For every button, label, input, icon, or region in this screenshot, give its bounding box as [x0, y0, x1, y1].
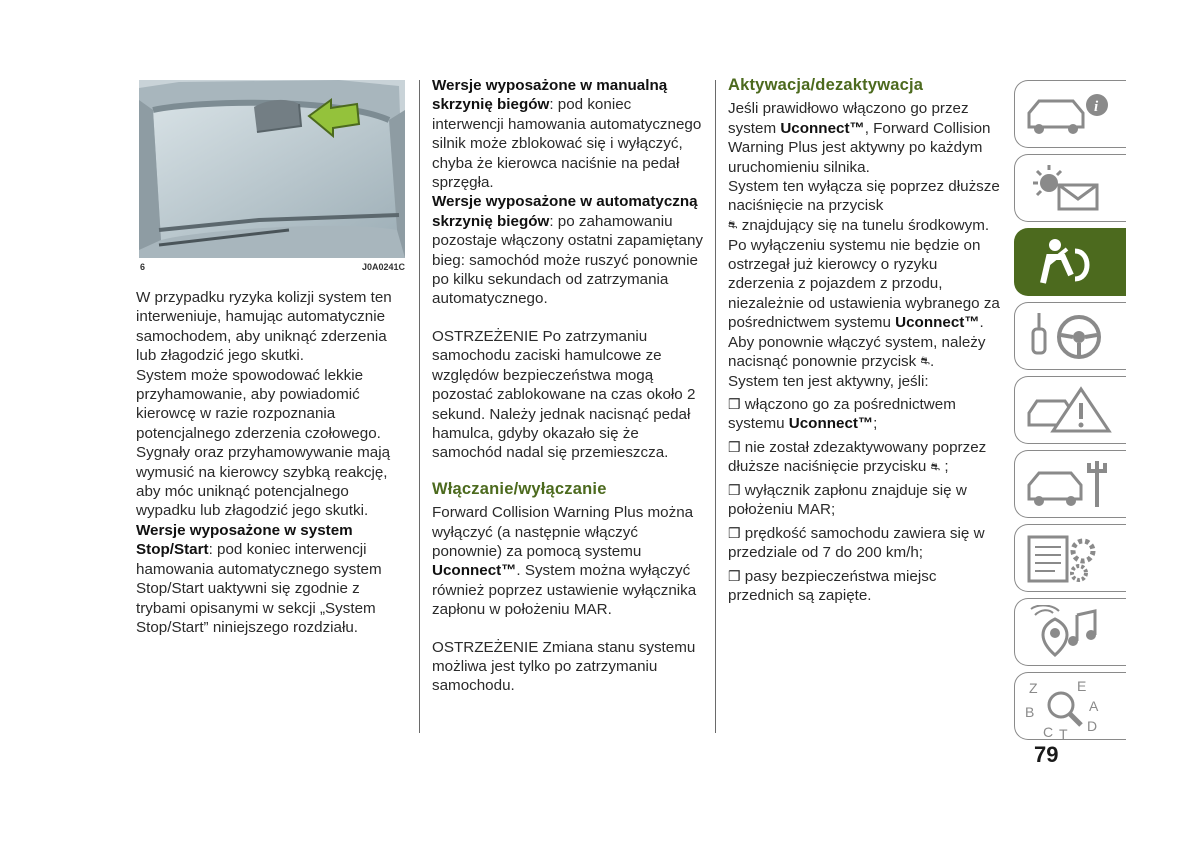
bullet-text: wyłącznik zapłonu znajduje się w położeniu MAR;	[728, 481, 967, 519]
paragraph-text: Forward Collision Warning Plus można wyłączyć (a następnie włączyć ponownie) za pomocą systemu	[432, 504, 694, 560]
lights-message-icon	[1025, 161, 1115, 215]
warning-paragraph: OSTRZEŻENIE Zmiana stanu systemu możliwa jest tylko po zatrzymaniu samochodu.	[432, 638, 696, 695]
car-warning-icon	[1025, 383, 1115, 437]
bullet-item	[728, 524, 1002, 563]
paragraph: W przypadku ryzyka kolizji system ten interweniuje, hamując automatycznie samochodem, aby uniknąć zderzenia lub złagodzić jego skutki.	[136, 289, 392, 365]
bullet-text: prędkość samochodu zawiera się w przedziale od 7 do 200 km/h;	[728, 524, 985, 562]
tab-car-info[interactable]	[1014, 80, 1126, 148]
index-letter: B	[1025, 704, 1035, 720]
figure-number: 6	[140, 262, 146, 272]
figure-code: J0A0241C	[362, 262, 406, 272]
section-heading: Włączanie/wyłączanie	[432, 479, 607, 498]
index-letter: E	[1077, 679, 1087, 694]
column-divider	[419, 80, 420, 733]
fcw-off-button-icon: ⛐	[728, 219, 738, 232]
car-info-icon	[1025, 87, 1115, 141]
bold-lead: Wersje wyposażone w system Stop/Start	[136, 521, 353, 559]
paragraph	[432, 76, 704, 192]
bold-text: Uconnect™	[788, 415, 874, 433]
checkbox-bullet-icon: ❒	[728, 481, 741, 498]
tab-starting-driving[interactable]	[1014, 302, 1126, 370]
checkbox-bullet-icon: ❒	[728, 438, 741, 455]
checkbox-bullet-icon: ❒	[728, 396, 741, 413]
paragraph	[136, 521, 398, 637]
windshield-camera-figure	[139, 80, 405, 258]
bold-text: Uconnect™	[432, 562, 517, 580]
paragraph-text: , Forward Collision Warning Plus jest aktywny po każdym uruchomieniu silnika.	[728, 119, 991, 176]
bold-text: Uconnect™	[780, 119, 865, 137]
bullet-text: ;	[873, 415, 878, 433]
safety-airbag-icon	[1025, 235, 1115, 289]
column-2	[432, 76, 704, 696]
paragraph-text: .	[929, 352, 935, 370]
section-heading: Aktywacja/dezaktywacja	[728, 76, 924, 94]
tab-multimedia[interactable]	[1014, 598, 1126, 666]
windshield-illustration	[139, 80, 405, 258]
index-letter: A	[1089, 698, 1099, 714]
column-1	[136, 288, 398, 637]
fcw-off-button-icon: ⛐	[930, 460, 941, 473]
paragraph-text: Jeśli prawidłowo włączono go przez system	[728, 100, 969, 137]
bullet-text: ;	[944, 458, 949, 476]
paragraph-text: System ten wyłącza się poprzez dłuższe naciśnięcie na przycisk	[728, 178, 1000, 215]
bold-text: Uconnect™	[895, 314, 980, 332]
tab-technical-data[interactable]	[1014, 524, 1126, 592]
multimedia-icon	[1025, 605, 1115, 659]
chapter-tabs	[1014, 80, 1126, 746]
checkbox-bullet-icon: ❒	[728, 567, 741, 584]
bullet-item	[728, 395, 1002, 434]
paragraph-text: . System można wyłączyć również poprzez ustawienie wyłącznika zapłonu w położeniu MAR.	[432, 562, 697, 619]
svg-text:i: i	[1094, 99, 1099, 115]
bullet-text: pasy bezpieczeństwa miejsc przednich są zapięte.	[728, 567, 937, 604]
tab-maintenance[interactable]	[1014, 450, 1126, 518]
column-3	[728, 76, 1002, 605]
tab-index[interactable]	[1014, 672, 1126, 740]
paragraph	[432, 503, 704, 619]
index-letter: Z	[1029, 680, 1038, 696]
page-number: 79	[1034, 742, 1059, 767]
paragraph-text: : pod koniec interwencji hamowania automatycznego silnik może zblokować się i wyłączyć, chyba że kierowca naciśnie na pedał sprzęgła.	[432, 96, 702, 192]
paragraph	[728, 177, 1002, 372]
tab-lights-messages[interactable]	[1014, 154, 1126, 222]
paragraph: System może spowodować lekkie przyhamowanie, aby powiadomić kierowcę w razie rozpoznania potencjalnego zderzenia czołowego. Sygnały oraz przyhamowywanie mają wymusić na kierowcy szybką reakcję, aby móc uniknąć potencjalnego wypadku lub złagodzić jego skutki.	[136, 366, 391, 520]
bullet-item	[728, 567, 1002, 606]
car-service-icon	[1025, 457, 1115, 511]
warning-paragraph: OSTRZEŻENIE Po zatrzymaniu samochodu zaciski hamulcowe ze względów bezpieczeństwa mogą pozostać zablokowane na czas około 2 sekund. Należy jednak nacisnąć pedał hamulca, gdyby okazało się że samochód nadal się przemieszcza.	[432, 327, 696, 462]
column-divider	[715, 80, 716, 733]
paragraph	[728, 99, 1002, 177]
bullet-item	[728, 438, 1002, 477]
paragraph: System ten jest aktywny, jeśli:	[728, 372, 929, 390]
paragraph-text: . Aby ponownie włączyć system, należy nacisnąć ponownie przycisk	[728, 314, 986, 370]
bullet-item	[728, 481, 1002, 520]
data-settings-icon	[1025, 531, 1115, 585]
bullet-text: nie został zdezaktywowany poprzez dłuższe naciśnięcie przycisku	[728, 438, 987, 476]
index-letter: D	[1087, 718, 1098, 734]
key-steering-wheel-icon	[1025, 309, 1115, 363]
index-letter: C	[1043, 724, 1054, 740]
bullet-text: włączono go za pośrednictwem systemu	[728, 396, 956, 433]
bold-lead: Wersje wyposażone w manualną skrzynię biegów	[432, 77, 668, 114]
index-search-icon	[1025, 679, 1121, 741]
tab-warning-lights[interactable]	[1014, 376, 1126, 444]
paragraph-text: znajdujący się na tunelu środkowym. Po wyłączeniu systemu nie będzie on ostrzegał już kierowcy o ryzyku zderzenia z pojazdem z przodu, niezależnie od ustawienia wybranego za pośrednictwem systemu	[728, 216, 1000, 332]
tab-safety[interactable]	[1014, 228, 1126, 296]
paragraph-text: : pod koniec interwencji hamowania automatycznego system Stop/Start uaktywni się zgodnie z trybami opisanymi w sekcji „System Stop/Start” niniejszego rozdziału.	[136, 541, 382, 636]
paragraph-text: : po zahamowaniu pozostaje włączony ostatni zapamiętany bieg: samochód może ruszyć ponownie po kilku sekundach od zatrzymania automatycznego.	[432, 212, 703, 308]
fcw-off-button-icon: ⛐	[920, 355, 930, 368]
bold-lead: Wersje wyposażone w automatyczną skrzynię biegów	[432, 193, 698, 230]
paragraph	[432, 192, 704, 308]
checkbox-bullet-icon: ❒	[728, 524, 741, 541]
index-letter: T	[1059, 726, 1068, 741]
